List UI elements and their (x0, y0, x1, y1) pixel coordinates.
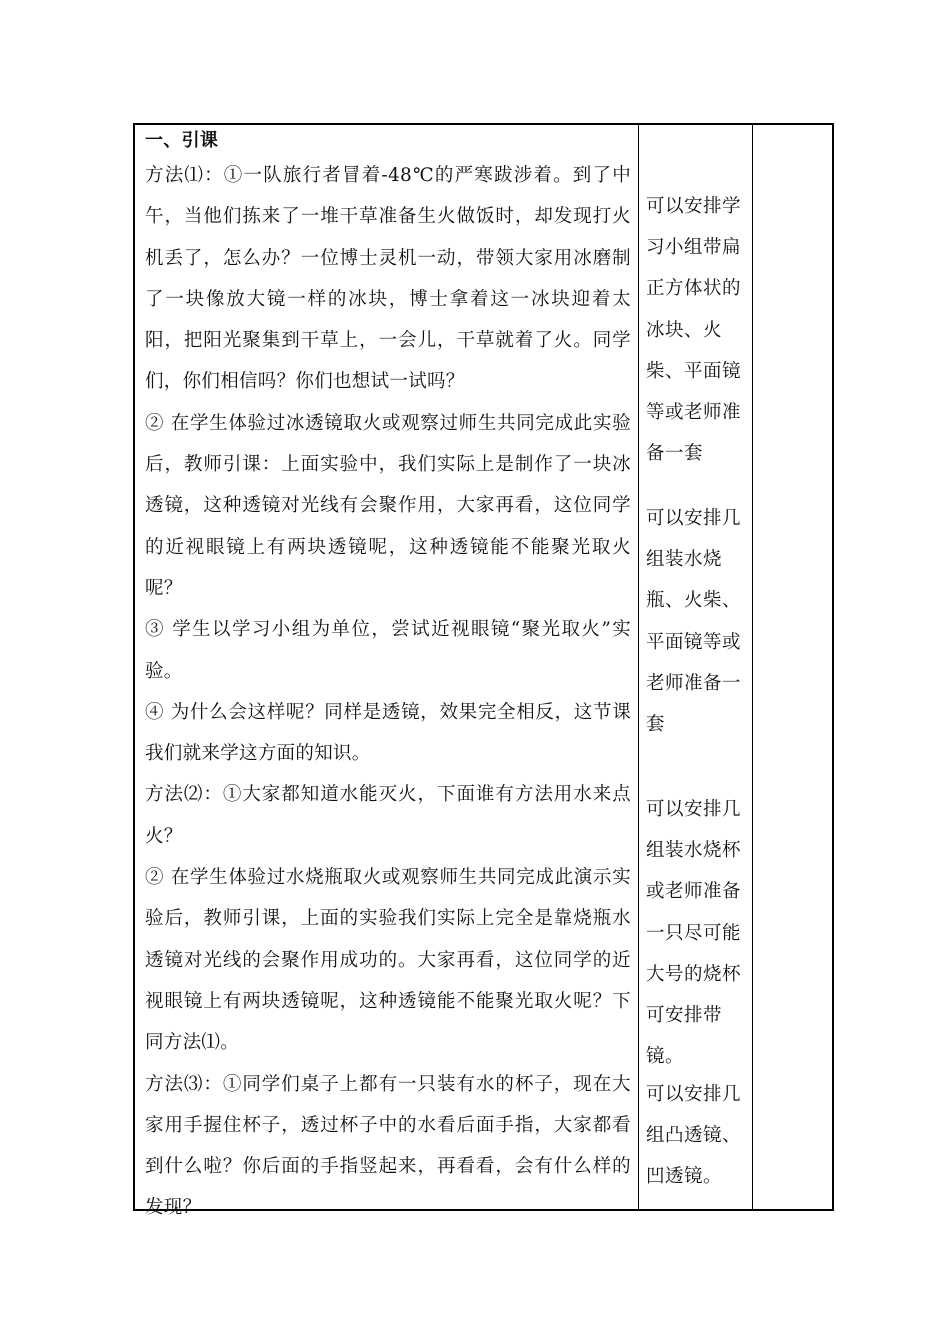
lesson-content-cell (145, 127, 631, 1229)
method-1-step-2: ② 在学生体验过冰透镜取火或观察过师生共同完成此实验后，教师引课：上面实验中，我们实际上是制作了一块冰透镜，这种透镜对光线有会聚作用，大家再看，这位同学的近视眼镜上有两块透镜呢，这种透镜能不能聚光取火呢？ (145, 412, 631, 599)
column-divider (638, 125, 639, 1209)
method-3-paragraph: 方法⑶：①同学们桌子上都有一只装有水的杯子，现在大家用手握住杯子，透过杯子中的水看后面手指，大家都看到什么啦？你后面的手指竖起来，再看看，会有什么样的发现？ (145, 1073, 631, 1219)
note-cell (646, 498, 748, 745)
note-cell (646, 186, 748, 474)
note-text: 可以安排几组装水烧瓶、火柴、平面镜等或老师准备一套 (646, 508, 742, 736)
method-2-paragraph: 方法⑵：①大家都知道水能灭火，下面谁有方法用水来点火？ (145, 784, 631, 847)
section-title: 一、引课 (145, 130, 219, 151)
method-1-step-3: ③ 学生以学习小组为单位，尝试近视眼镜“聚光取火”实验。 (145, 619, 631, 682)
note-text: 可以安排学习小组带扁正方体状的冰块、火柴、平面镜等或老师准备一套 (646, 196, 742, 465)
note-cell (646, 789, 748, 1077)
lesson-table (133, 123, 834, 1219)
method-1-paragraph: 方法⑴：①一队旅行者冒着-48℃的严寒跋涉着。到了中午，当他们拣来了一堆干草准备生火做饭时，却发现打火机丢了，怎么办？一位博士灵机一动，带领大家用冰磨制了一块像放大镜一样的冰块，博士拿着这一冰块迎着太阳，把阳光聚集到干草上，一会儿，干草就着了火。同学们，你们相信吗？你们也想试一试吗？ (145, 165, 631, 393)
note-text: 可以安排几组装水烧杯或老师准备一只尽可能大号的烧杯可安排带镜。 (646, 799, 742, 1068)
method-1-step-4: ④ 为什么会这样呢？同样是透镜，效果完全相反，这节课我们就来学这方面的知识。 (145, 701, 631, 765)
note-text: 可以安排几组凸透镜、凹透镜。 (646, 1084, 742, 1188)
column-divider (752, 125, 753, 1209)
method-2-step-2: ② 在学生体验过水烧瓶取火或观察师生共同完成此演示实验后，教师引课，上面的实验我们实际上完全是靠烧瓶水透镜对光线的会聚作用成功的。大家再看，这位同学的近视眼镜上有两块透镜呢，这种透镜能不能聚光取火呢？下同方法⑴。 (145, 867, 631, 1054)
note-cell (646, 1074, 748, 1198)
